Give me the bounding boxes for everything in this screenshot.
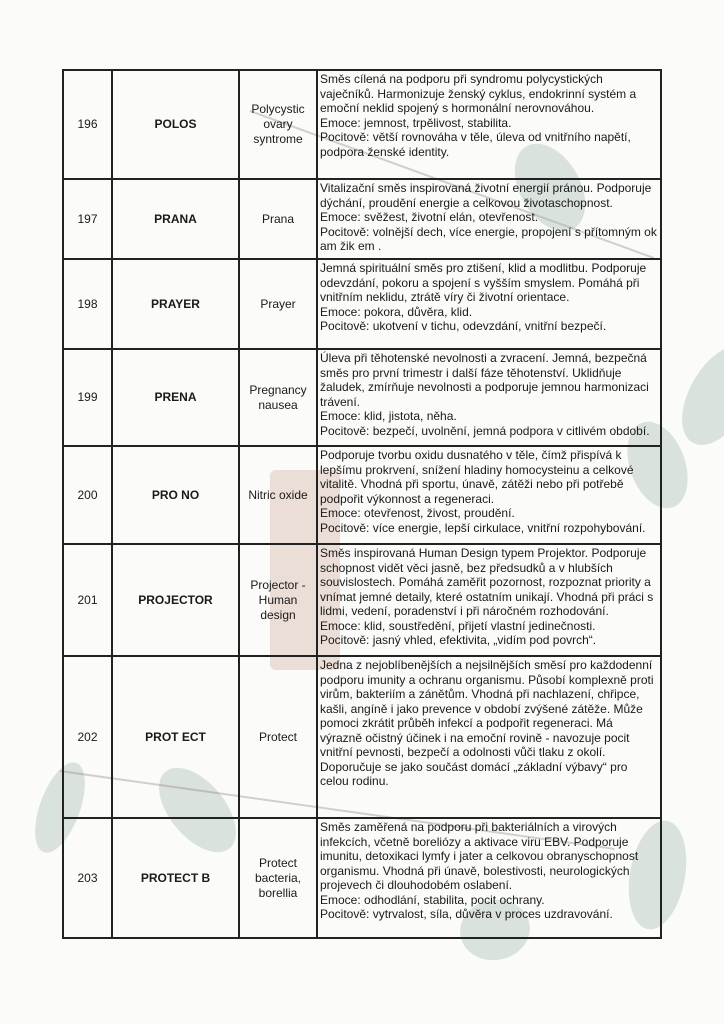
blend-description-cell xyxy=(317,179,661,259)
description: Vitalizační směs inspirovaná životní energií pránou. Podporuje dýchání, proudění energie a celkovou životaschopnost. xyxy=(320,181,652,210)
row-number: 198 xyxy=(63,259,112,349)
english-name: Nitric oxide xyxy=(239,446,317,544)
feelings: Pocitově: více energie, lepší cirkulace, vnitřní rozpohybování. xyxy=(320,520,646,535)
feelings: Pocitově: bezpečí, uvolnění, jemná podpora v citlivém období. xyxy=(320,423,650,438)
table-row xyxy=(63,349,661,446)
table-row xyxy=(63,656,661,818)
blend-name: PROJECTOR xyxy=(112,544,239,656)
emotions: Emoce: jemnost, trpělivost, stabilita. xyxy=(320,115,512,130)
description: Úleva při těhotenské nevolnosti a zvracení. Jemná, bezpečná směs pro první trimestr i další fáze těhotenství. Uklidňuje žaludek, zmírňuje nevolnosti a podporuje jemnou harmonizaci trávení. xyxy=(320,351,649,409)
blend-name: PRANA xyxy=(112,179,239,259)
blend-description-cell xyxy=(317,544,661,656)
description: Směs cílená na podporu při syndromu polycystických vaječníků. Harmonizuje ženský cyklus, endokrinní systém a emoční neklid spojený s hormonální nerovnováhou. xyxy=(320,72,637,115)
blend-name: PRENA xyxy=(112,349,239,446)
blend-name: PRAYER xyxy=(112,259,239,349)
blend-name: PROTECT B xyxy=(112,818,239,938)
row-number: 199 xyxy=(63,349,112,446)
english-name: Protect xyxy=(239,656,317,818)
row-number: 196 xyxy=(63,70,112,179)
row-number: 200 xyxy=(63,446,112,544)
english-name: Protect bacteria, borellia xyxy=(239,818,317,938)
feelings: Pocitově: vytrvalost, síla, důvěra v proces uzdravování. xyxy=(320,907,613,921)
blend-name: POLOS xyxy=(112,70,239,179)
feelings: Pocitově: volnější dech, více energie, propojení s přítomným ok am žik em . xyxy=(320,224,657,253)
english-name: Polycystic ovary syntrome xyxy=(239,70,317,179)
emotions: Emoce: odhodlání, stabilita, pocit ochrany. xyxy=(320,892,545,907)
table-row xyxy=(63,259,661,349)
english-name: Projector - Human design xyxy=(239,544,317,656)
table-row xyxy=(63,544,661,656)
emotions: Emoce: klid, soustředění, přijetí vlastní jedinečnosti. xyxy=(320,618,596,633)
row-number: 202 xyxy=(63,656,112,818)
row-number: 197 xyxy=(63,179,112,259)
essential-oil-table xyxy=(62,69,662,939)
blend-description-cell xyxy=(317,259,661,349)
table-row xyxy=(63,446,661,544)
blend-description-cell xyxy=(317,818,661,938)
feelings: Pocitově: ukotvení v tichu, odevzdání, vnitřní bezpečí. xyxy=(320,319,607,333)
row-number: 201 xyxy=(63,544,112,656)
table-row xyxy=(63,818,661,938)
description: Jedna z nejoblíbenějších a nejsilnějších směsí pro každodenní podporu imunity a ochranu organismu. Působí komplexně proti virům, bakteriím a zánětům. Vhodná při nachlazení, chřipce, kašli, angíně i jako prevence v období zvýšené zátěže. Může pomoci zkrátit průběh infekcí a podpořit regeneraci. Má výrazně očistný účinek i na emoční rovině - navozuje pocit vnitřní pevnosti, bezpečí a odolnosti vůči tlaku z okolí. Doporučuje se jako součást domácí „základní výbavy“ pro celou rodinu. xyxy=(320,658,654,788)
table-row xyxy=(63,70,661,179)
emotions: Emoce: svěžest, životní elán, otevřenost. xyxy=(320,210,539,224)
blend-name: PRO NO xyxy=(112,446,239,544)
blend-name: PROT ECT xyxy=(112,656,239,818)
description: Jemná spirituální směs pro ztišení, klid a modlitbu. Podporuje odevzdání, pokoru a spojení s vyšším smyslem. Pomáhá při vnitřním neklidu, ztrátě víry či životní orientace. xyxy=(320,261,647,304)
blend-description-cell xyxy=(317,656,661,818)
row-number: 203 xyxy=(63,818,112,938)
feelings: Pocitově: větší rovnováha v těle, úleva od vnitřního napětí, podpora ženské identity. xyxy=(320,130,631,159)
description: Směs zaměřená na podporu při bakteriálních a virových infekcích, včetně boreliózy a aktivace viru EBV. Podporuje imunitu, detoxikaci lymfy i jater a celkovou obranyschopnost organismu. Vhodná při únavě, bolestivosti, neurologických projevech či dlouhodobém oslabení. xyxy=(320,820,639,892)
english-name: Prayer xyxy=(239,259,317,349)
blend-description-cell xyxy=(317,349,661,446)
description: Podporuje tvorbu oxidu dusnatého v těle, čímž přispívá k lepšímu prokrvení, snížení hladiny homocysteinu a celkové vitalitě. Vhodná při sportu, únavě, zátěži nebo při potřebě podpořit výkonnost a regeneraci. xyxy=(320,448,634,506)
emotions: Emoce: klid, jistota, něha. xyxy=(320,409,457,423)
table-row xyxy=(63,179,661,259)
blend-description-cell xyxy=(317,70,661,179)
emotions: Emoce: otevřenost, živost, proudění. xyxy=(320,506,515,520)
english-name: Prana xyxy=(239,179,317,259)
description: Směs inspirovaná Human Design typem Projektor. Podporuje schopnost vidět věci jasně, bez předsudků a v hlubších souvislostech. Pomáhá zaměřit pozornost, rozpoznat priority a vnímat jemné detaily, které ostatním unikají. Vhodná při práci s lidmi, vedení, poradenství i při náročném rozhodování. xyxy=(320,546,654,618)
english-name: Pregnancy nausea xyxy=(239,349,317,446)
feelings: Pocitově: jasný vhled, efektivita, „vidím pod povrch“. xyxy=(320,633,597,647)
blend-description-cell xyxy=(317,446,661,544)
emotions: Emoce: pokora, důvěra, klid. xyxy=(320,304,473,319)
